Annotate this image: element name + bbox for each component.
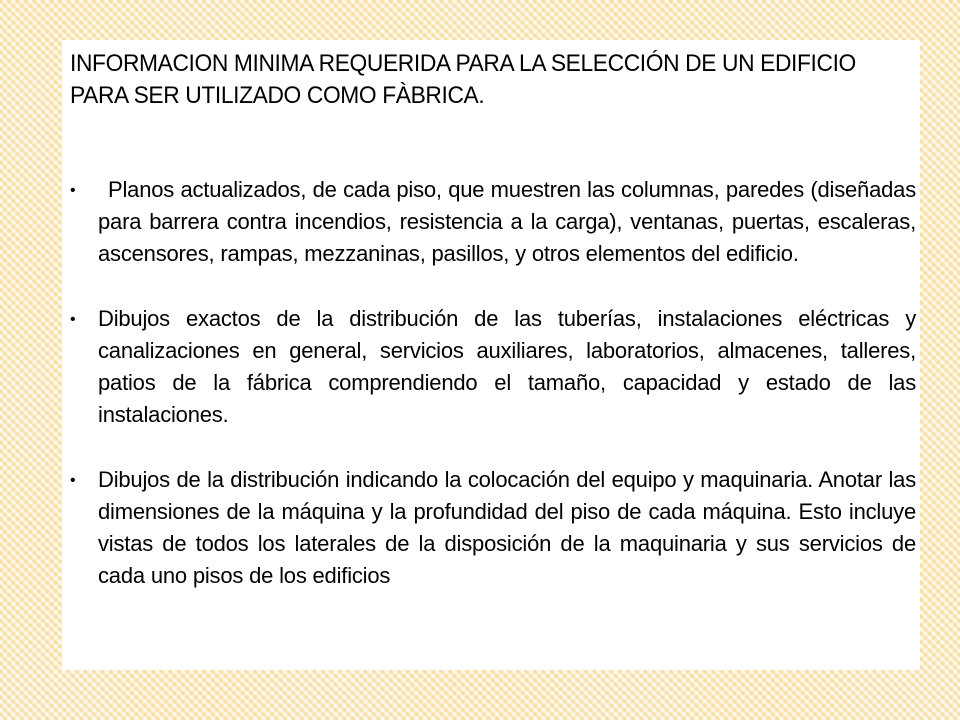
slide-content-panel [62, 40, 920, 670]
bullet-icon: • [70, 311, 76, 328]
heading-line-2: PARA SER UTILIZADO COMO FÀBRICA. [70, 82, 485, 109]
heading-line-1: INFORMACION MINIMA REQUERIDA PARA LA SELECCIÓN DE UN EDIFICIO [70, 50, 856, 77]
list-item-plans [70, 174, 916, 270]
list-item-drawings-piping [70, 303, 916, 431]
bullet-icon: • [70, 182, 76, 199]
list-item-text: Dibujos exactos de la distribución de las tuberías, instalaciones eléctricas y canalizaciones en general, servicios auxiliares, laboratorios, almacenes, talleres, patios de la fábrica comprendiendo el tamaño, capacidad y estado de las instalaciones. [98, 306, 916, 427]
list-item-drawings-equipment [70, 464, 916, 592]
bullet-icon: • [70, 472, 76, 489]
list-item-text: Dibujos de la distribución indicando la colocación del equipo y maquinaria. Anotar las dimensiones de la máquina y la profundidad del piso de cada máquina. Esto incluye vistas de todos los laterales de la disposición de la maquinaria y sus servicios de cada uno pisos de los edificios [98, 467, 916, 588]
slide-heading [70, 48, 926, 112]
requirements-list [70, 174, 916, 592]
list-item-text: Planos actualizados, de cada piso, que muestren las columnas, paredes (diseñadas para barrera contra incendios, resistencia a la carga), ventanas, puertas, escaleras, ascensores, rampas, mezzaninas, pasillos, y otros elementos del edificio. [98, 177, 916, 266]
